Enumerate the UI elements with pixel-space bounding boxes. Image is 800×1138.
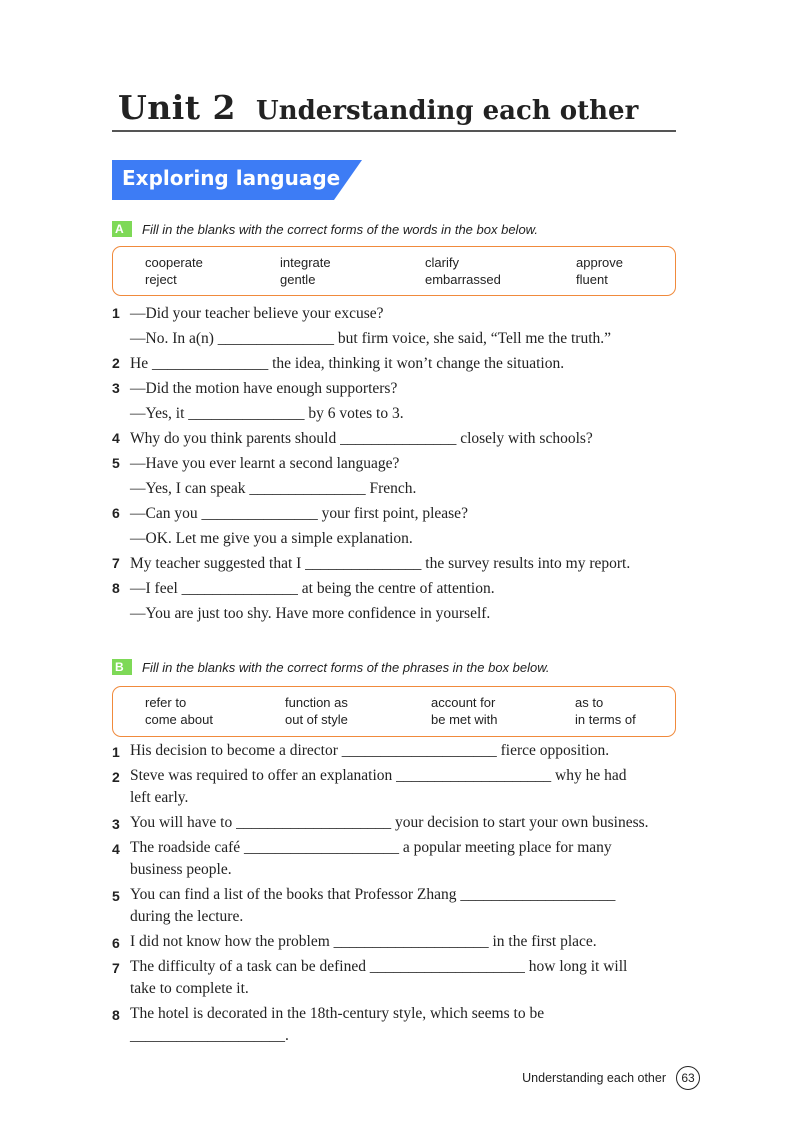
- exercise-item: [112, 956, 692, 1000]
- header-rule: [112, 130, 676, 132]
- item-number: 4: [112, 430, 120, 446]
- item-number: 7: [112, 555, 120, 571]
- exercise-item: [112, 551, 692, 576]
- item-line: business people.: [130, 861, 232, 878]
- phrase-item: be met with: [431, 712, 498, 727]
- item-number: 2: [112, 769, 120, 785]
- item-line: take to complete it.: [130, 980, 249, 997]
- item-line: —Did your teacher believe your excuse?: [130, 305, 384, 322]
- part-a-items: [112, 301, 692, 626]
- word-grid-a: [145, 255, 675, 287]
- item-line: I did not know how the problem ____________________ in the first place.: [130, 933, 597, 950]
- item-number: 5: [112, 888, 120, 904]
- item-line: during the lecture.: [130, 908, 244, 925]
- part-a-label: A: [112, 221, 132, 237]
- item-line: —You are just too shy. Have more confidence in yourself.: [130, 605, 491, 622]
- item-line: The difficulty of a task can be defined ____________________ how long it will: [130, 958, 628, 975]
- phrase-item: out of style: [285, 712, 348, 727]
- phrase-grid-b: [145, 695, 675, 727]
- item-line: —Yes, I can speak _______________ French.: [130, 480, 417, 497]
- exercise-item: [112, 740, 692, 762]
- item-number: 6: [112, 935, 120, 951]
- part-b-header: [112, 659, 550, 675]
- part-b-items: [112, 740, 692, 1050]
- item-line: —I feel _______________ at being the centre of attention.: [130, 580, 495, 597]
- page-footer: [522, 1066, 700, 1090]
- word-item: reject: [145, 272, 177, 287]
- word-item: cooperate: [145, 255, 203, 270]
- exercise-item: [112, 426, 692, 451]
- exercise-item: [112, 884, 692, 928]
- item-line: You will have to ____________________ your decision to start your own business.: [130, 814, 649, 831]
- item-number: 4: [112, 841, 120, 857]
- item-line: —Did the motion have enough supporters?: [130, 380, 398, 397]
- page-number: 63: [676, 1066, 700, 1090]
- phrase-item: come about: [145, 712, 213, 727]
- section-banner: [112, 160, 362, 200]
- part-a-header: [112, 221, 538, 237]
- item-line: —No. In a(n) _______________ but firm voice, she said, “Tell me the truth.”: [130, 330, 612, 347]
- exercise-item: [112, 376, 692, 426]
- exercise-item: [112, 765, 692, 809]
- exercise-item: [112, 301, 692, 351]
- phrase-item: account for: [431, 695, 496, 710]
- exercise-item: [112, 812, 692, 834]
- item-line: —Have you ever learnt a second language?: [130, 455, 400, 472]
- unit-header: [118, 88, 638, 127]
- item-line: You can find a list of the books that Professor Zhang ____________________: [130, 886, 616, 903]
- item-line: —Can you _______________ your first point, please?: [130, 505, 468, 522]
- section-title: Exploring language: [122, 166, 341, 190]
- phrase-item: in terms of: [575, 712, 636, 727]
- word-item: clarify: [425, 255, 459, 270]
- part-b-instruction: Fill in the blanks with the correct forms of the phrases in the box below.: [142, 659, 550, 675]
- item-line: left early.: [130, 789, 189, 806]
- item-line: My teacher suggested that I _______________ the survey results into my report.: [130, 555, 631, 572]
- item-line: The roadside café ____________________ a popular meeting place for many: [130, 839, 612, 856]
- exercise-item: [112, 1003, 692, 1047]
- word-item: gentle: [280, 272, 316, 287]
- exercise-item: [112, 501, 692, 551]
- item-number: 1: [112, 744, 120, 760]
- item-number: 3: [112, 816, 120, 832]
- item-line: ____________________.: [130, 1027, 289, 1044]
- exercise-item: [112, 837, 692, 881]
- word-item: embarrassed: [425, 272, 501, 287]
- word-item: fluent: [576, 272, 608, 287]
- phrase-item: refer to: [145, 695, 187, 710]
- item-number: 6: [112, 505, 120, 521]
- item-number: 2: [112, 355, 120, 371]
- item-number: 1: [112, 305, 120, 321]
- item-line: —OK. Let me give you a simple explanation.: [130, 530, 413, 547]
- exercise-item: [112, 576, 692, 626]
- exercise-item: [112, 451, 692, 501]
- word-item: integrate: [280, 255, 331, 270]
- item-number: 3: [112, 380, 120, 396]
- item-line: He _______________ the idea, thinking it won’t change the situation.: [130, 355, 565, 372]
- word-item: approve: [576, 255, 623, 270]
- item-line: —Yes, it _______________ by 6 votes to 3.: [130, 405, 404, 422]
- item-number: 5: [112, 455, 120, 471]
- part-b-label: B: [112, 659, 132, 675]
- phrase-box-b: [112, 686, 676, 737]
- item-line: Why do you think parents should _______________ closely with schools?: [130, 430, 593, 447]
- part-a-instruction: Fill in the blanks with the correct forms of the words in the box below.: [142, 221, 538, 237]
- unit-title: Understanding each other: [256, 96, 639, 126]
- item-line: The hotel is decorated in the 18th-century style, which seems to be: [130, 1005, 545, 1022]
- phrase-item: as to: [575, 695, 604, 710]
- exercise-item: [112, 351, 692, 376]
- item-number: 8: [112, 1007, 120, 1023]
- item-line: Steve was required to offer an explanation ____________________ why he had: [130, 767, 627, 784]
- footer-title: Understanding each other: [522, 1071, 666, 1085]
- phrase-item: function as: [285, 695, 348, 710]
- unit-number: Unit 2: [118, 88, 237, 127]
- item-number: 7: [112, 960, 120, 976]
- word-box-a: [112, 246, 676, 296]
- item-number: 8: [112, 580, 120, 596]
- exercise-item: [112, 931, 692, 953]
- item-line: His decision to become a director ____________________ fierce opposition.: [130, 742, 610, 759]
